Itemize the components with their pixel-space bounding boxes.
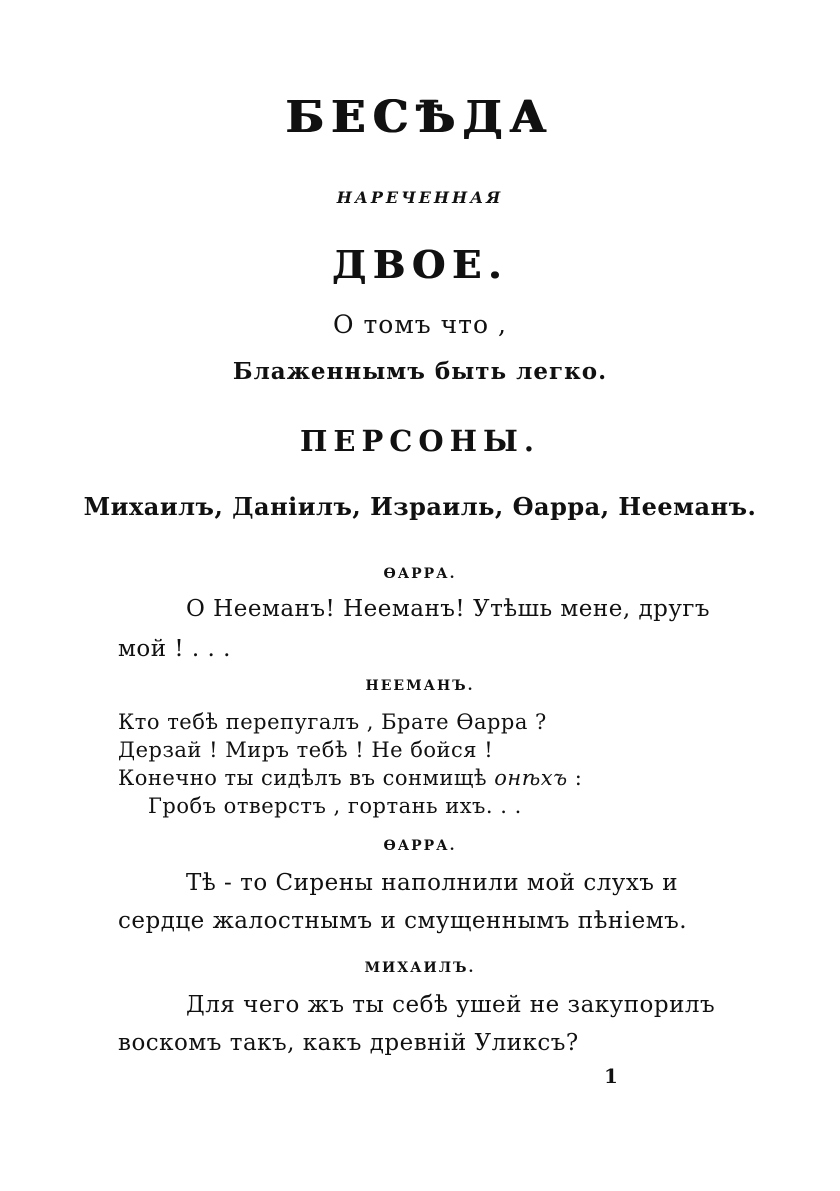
page-number: 1	[604, 1064, 618, 1088]
theme-line-1: О томъ что ,	[333, 310, 507, 339]
italic-word: онѣхъ	[494, 766, 568, 790]
speech-line: Тѣ - то Сирены наполнили мой слухъ и	[186, 870, 679, 896]
colon: :	[574, 766, 583, 790]
verse-line: Дерзай ! Миръ тебѣ ! Не бойся !	[118, 738, 494, 762]
speech-line: Для чего жъ ты себѣ ушей не закупорилъ	[186, 992, 716, 1018]
speaker-label: НЕЕМАНЪ.	[365, 678, 475, 694]
verse-text: Конечно ты сидѣлъ въ сонмищѣ	[118, 766, 488, 790]
verse-line: Кто тебѣ перепугалъ , Брате Ѳарра ?	[118, 710, 547, 734]
personae-list: Михаилъ, Даніилъ, Израиль, Ѳарра, Нееманъ.	[83, 492, 757, 521]
speech-line: мой ! . . .	[118, 636, 231, 662]
speaker-label: МИХАИЛЪ.	[364, 960, 476, 976]
speech-line: воскомъ такъ, какъ древній Уликсъ?	[118, 1030, 579, 1056]
subtitle: НАРЕЧЕННАЯ	[336, 188, 504, 207]
speaker-label: ѲАРРА.	[383, 838, 457, 854]
speaker-label: ѲАРРА.	[383, 566, 457, 582]
verse-line: Гробъ отверстъ , гортань ихъ. . .	[148, 794, 522, 818]
personae-heading: ПЕРСОНЫ.	[300, 424, 540, 458]
theme-line-2: Блаженнымъ быть легко.	[232, 358, 608, 385]
speech-line: сердце жалостнымъ и смущеннымъ пѣніемъ.	[118, 908, 688, 934]
page-title: БЕСѢДА	[286, 92, 554, 143]
verse-line	[118, 766, 582, 790]
speech-line: О Нееманъ! Нееманъ! Утѣшь мене, другъ	[186, 596, 711, 622]
work-heading: ДВОЕ.	[331, 242, 509, 287]
